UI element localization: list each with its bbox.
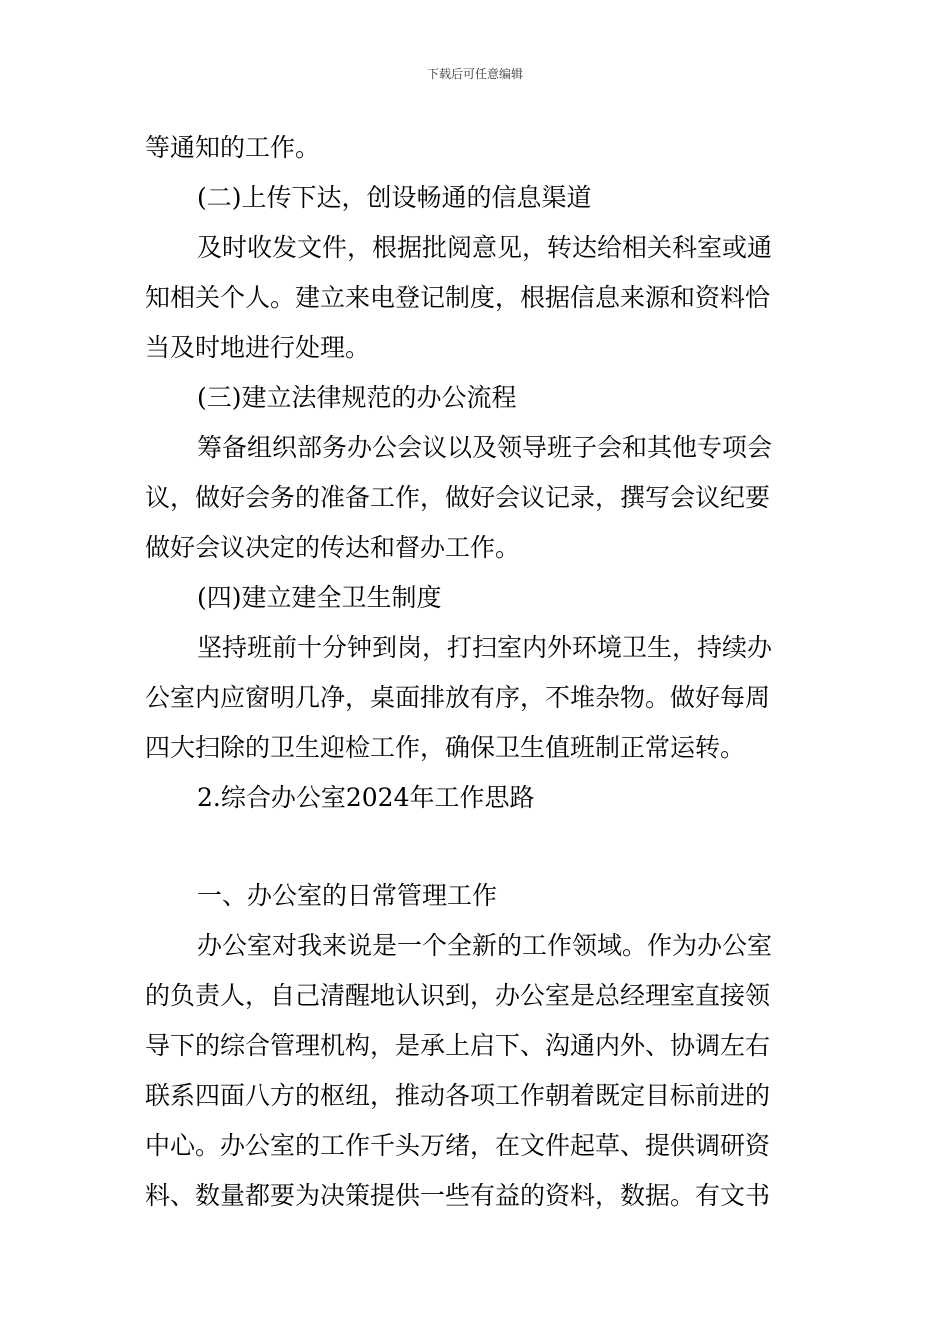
text-line: 中心。办公室的工作千头万绪，在文件起草、提供调研资 <box>145 1131 771 1160</box>
text-line: 料、数量都要为决策提供一些有益的资料，数据。有文书 <box>145 1181 771 1210</box>
text-line: 办公室对我来说是一个全新的工作领域。作为办公室 <box>197 931 773 960</box>
text-line: 的负责人，自己清醒地认识到，办公室是总经理室直接领 <box>145 981 771 1010</box>
section-heading: 2.综合办公室2024年工作思路 <box>197 783 535 812</box>
text-line: 做好会议决定的传达和督办工作。 <box>145 533 521 562</box>
text-line: 坚持班前十分钟到岗，打扫室内外环境卫生，持续办 <box>197 633 773 662</box>
text-line: 议，做好会务的准备工作，做好会议记录，撰写会议纪要 <box>145 483 771 512</box>
text-line: 等通知的工作。 <box>145 133 321 162</box>
text-line: 知相关个人。建立来电登记制度，根据信息来源和资料恰 <box>145 283 771 312</box>
text-line: 联系四面八方的枢纽，推动各项工作朝着既定目标前进的 <box>145 1081 771 1110</box>
text-line: 四大扫除的卫生迎检工作，确保卫生值班制正常运转。 <box>145 733 746 762</box>
text-line: 及时收发文件，根据批阅意见，转达给相关科室或通 <box>197 233 773 262</box>
text-line: 公室内应窗明几净，桌面排放有序，不堆杂物。做好每周 <box>145 683 771 712</box>
section-heading: 一、办公室的日常管理工作 <box>197 881 498 910</box>
section-heading: (四)建立建全卫生制度 <box>197 583 442 612</box>
section-heading: (二)上传下达，创设畅通的信息渠道 <box>197 183 592 212</box>
section-heading: (三)建立法律规范的办公流程 <box>197 383 517 412</box>
page-header: 下载后可任意编辑 <box>426 67 523 81</box>
text-line: 当及时地进行处理。 <box>145 333 371 362</box>
text-line: 筹备组织部务办公会议以及领导班子会和其他专项会 <box>197 433 773 462</box>
text-line: 导下的综合管理机构，是承上启下、沟通内外、协调左右 <box>145 1031 771 1060</box>
